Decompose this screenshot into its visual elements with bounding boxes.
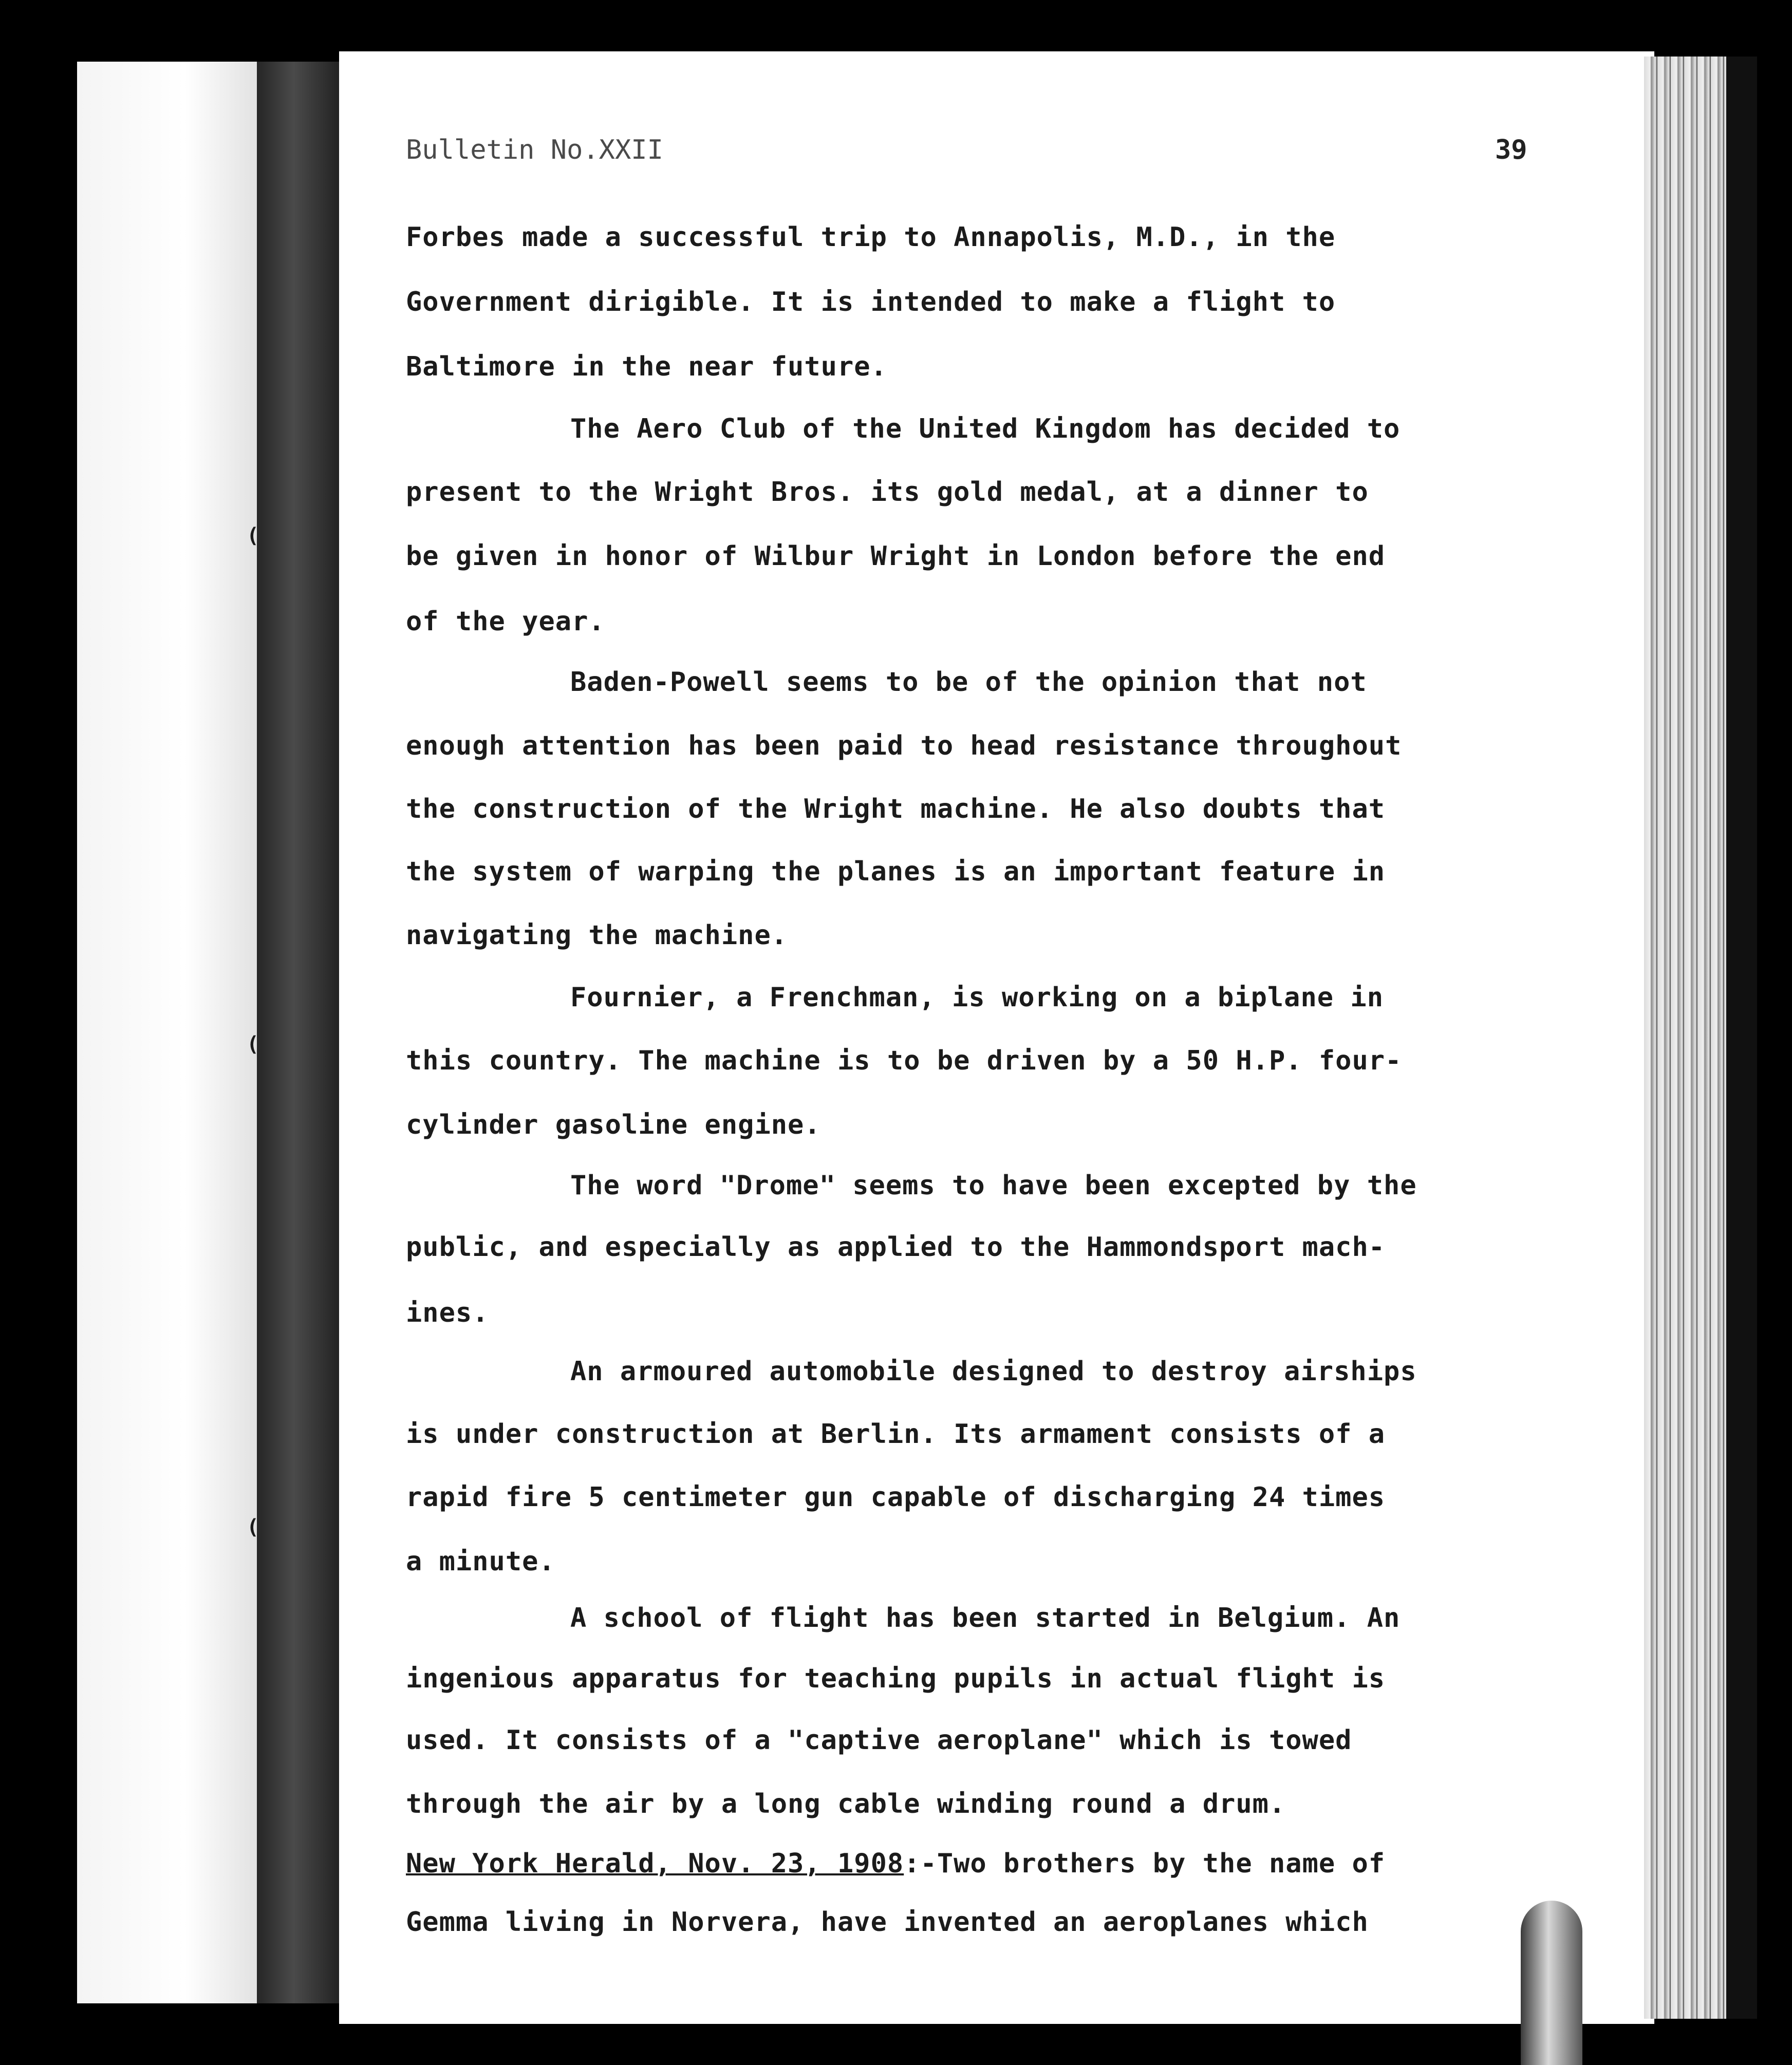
text-line: ines.	[406, 1298, 489, 1328]
text-line: The Aero Club of the United Kingdom has decided to	[570, 414, 1401, 444]
text-line: of the year.	[406, 606, 605, 637]
text-line: enough attention has been paid to head resistance throughout	[406, 730, 1402, 761]
text-line: rapid fire 5 centimeter gun capable of discharging 24 times	[406, 1482, 1386, 1513]
text-line: a minute.	[406, 1546, 555, 1577]
page-header	[406, 135, 1536, 165]
left-facing-page	[77, 62, 257, 2003]
text-line: ingenious apparatus for teaching pupils in actual flight is	[406, 1663, 1386, 1694]
text-line: Baltimore in the near future.	[406, 351, 887, 382]
text-line: Forbes made a successful trip to Annapolis, M.D., in the	[406, 222, 1336, 253]
text-line: is under construction at Berlin. Its armament consists of a	[406, 1419, 1386, 1450]
text-line: this country. The machine is to be driven by a 50 H.P. four-	[406, 1045, 1402, 1076]
text-line: the system of warping the planes is an important feature in	[406, 856, 1386, 887]
newspaper-citation: New York Herald, Nov. 23, 1908	[406, 1848, 904, 1879]
text-line: An armoured automobile designed to destroy airships	[570, 1356, 1417, 1387]
binding-mark: (	[247, 524, 259, 548]
text-line: The word "Drome" seems to have been excepted by the	[570, 1170, 1417, 1201]
citation-line	[406, 1848, 1385, 1879]
binding-mark: (	[247, 1032, 259, 1056]
text-line: used. It consists of a "captive aeroplane" which is towed	[406, 1725, 1352, 1756]
text-line: the construction of the Wright machine. He also doubts that	[406, 794, 1386, 824]
text-line: present to the Wright Bros. its gold medal, at a dinner to	[406, 477, 1369, 508]
citation-text: :-Two brothers by the name of	[904, 1848, 1386, 1879]
binding-mark: (	[247, 1515, 259, 1539]
text-line: Gemma living in Norvera, have invented an aeroplanes which	[406, 1907, 1369, 1938]
text-line: Fournier, a Frenchman, is working on a biplane in	[570, 982, 1384, 1013]
text-line: through the air by a long cable winding round a drum.	[406, 1789, 1286, 1819]
text-line: be given in honor of Wilbur Wright in London before the end	[406, 541, 1386, 572]
text-line: public, and especially as applied to the Hammondsport mach-	[406, 1232, 1386, 1263]
pen	[1521, 1901, 1582, 2065]
text-line: Government dirigible. It is intended to make a flight to	[406, 287, 1336, 317]
text-line: Baden-Powell seems to be of the opinion that not	[570, 667, 1367, 698]
text-line: cylinder gasoline engine.	[406, 1110, 821, 1140]
text-line: A school of flight has been started in Belgium. An	[570, 1603, 1401, 1634]
cover-edge	[1726, 57, 1757, 2019]
book-gutter	[257, 62, 349, 2003]
bulletin-title: Bulletin No.XXII	[406, 135, 663, 165]
page-number: 39	[1495, 135, 1527, 165]
text-line: navigating the machine.	[406, 920, 788, 951]
